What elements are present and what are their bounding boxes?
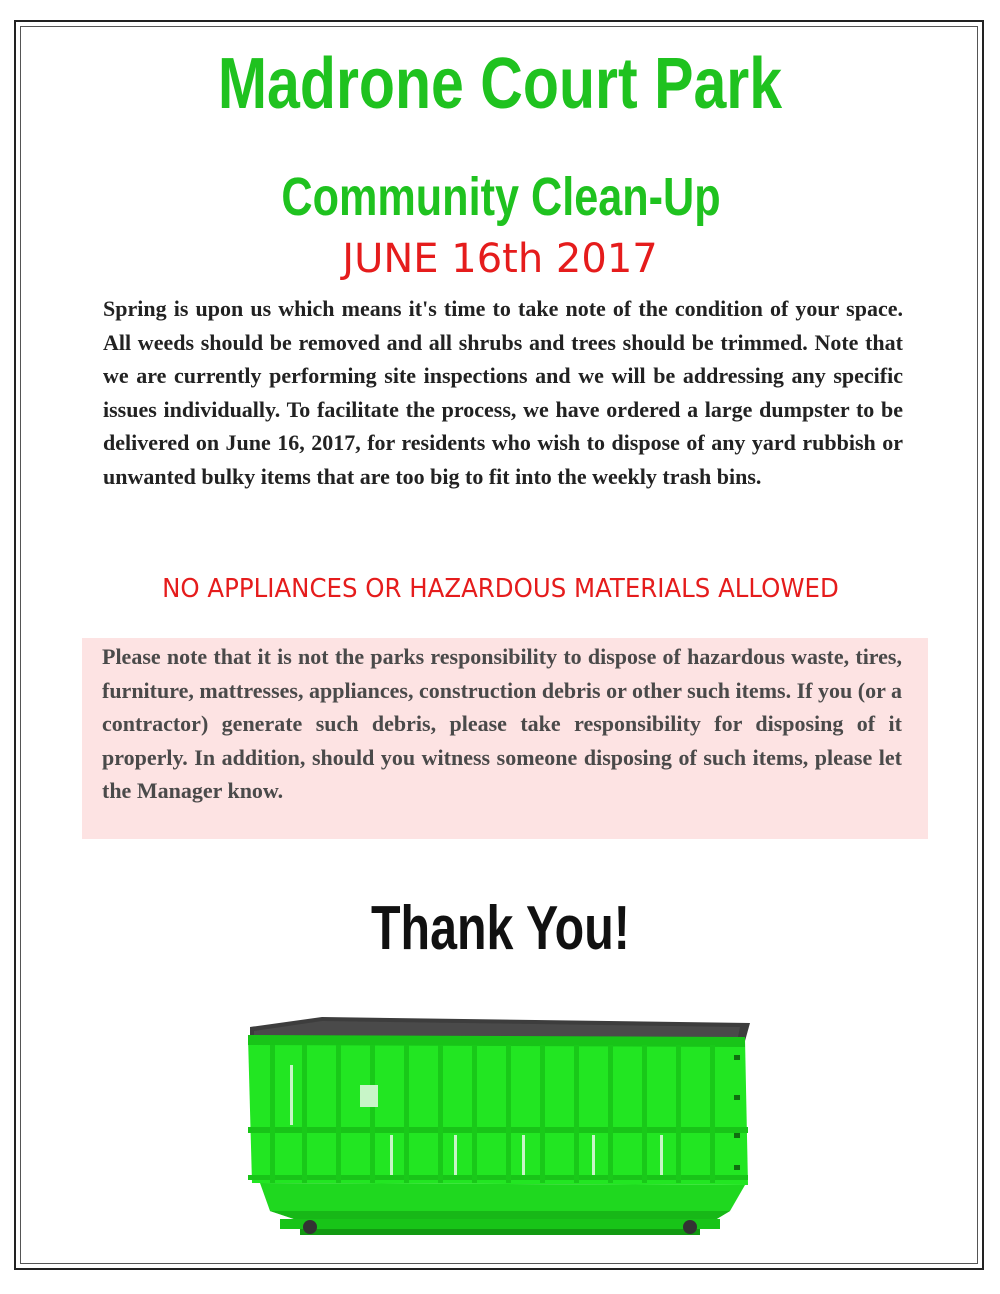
announcement-paragraph: Spring is upon us which means it's time to take note of the condition of your space. All weeds should be removed and all shrubs and trees should be trimmed. Note that we are currently performing site inspections and we will be addressing any specific issues individually. To facilitate the process, we have ordered a large dumpster to be delivered on June 16, 2017, for residents who wish to dispose of any yard rubbish or unwanted bulky items that are too big to fit into the weekly trash bins. [103,296,903,489]
thank-you-heading: Thank You! [371,894,630,963]
dumpster-icon [240,1015,760,1245]
restriction-warning: NO APPLIANCES OR HAZARDOUS MATERIALS ALLOWED [162,574,839,604]
event-date: JUNE 16th 2017 [342,236,658,282]
flyer-title: Madrone Court Park [217,44,783,124]
flyer-subtitle: Community Clean-Up [281,167,721,227]
responsibility-note: Please note that it is not the parks responsibility to dispose of hazardous waste, tires, furniture, mattresses, appliances, construction debris or other such items. If you (or a contractor) generate such debris, please take responsibility for disposing of it properly. In addition, should you witness someone disposing of such items, please let the Manager know. [102,644,902,803]
